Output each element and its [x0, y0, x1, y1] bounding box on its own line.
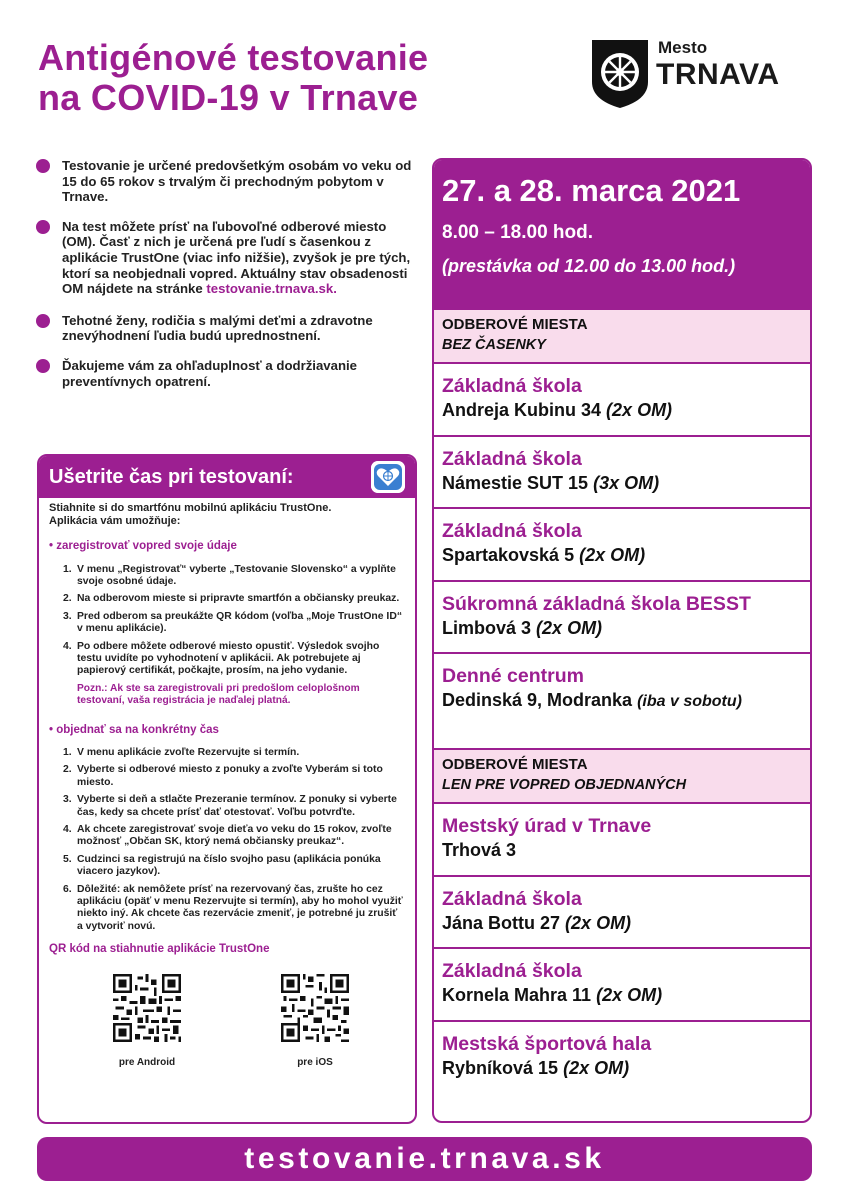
qr-code-android-icon[interactable]: [113, 974, 181, 1042]
bullet-item: Na test môžete prísť na ľubovoľné odberové miesto (OM). Časť z nich je určená pre ľudí s časenkou z aplikácie TrustOne (viac info nižšie), zvyšok je pre tých, ktorí sa neobjednali vopred. Aktuálny stav obsadenosti OM nájdete na stránke testovanie.trnava.sk.: [36, 219, 416, 297]
site-name: Súkromná základná škola BESST: [442, 592, 751, 615]
site-name: Základná škola: [442, 375, 582, 397]
register-steps: [49, 564, 405, 678]
save-time-body: [39, 498, 415, 1084]
list-item: 6. Dôležité: ak nemôžete prísť na rezervovaný čas, zrušte ho cez aplikáciu (opäť v menu Rezervujte si termín), aby ho mohol využiť niekto iný. Ak chcete čas rezervácie zmeniť, je potrebné ju zrušiť a vytvoriť novú.: [63, 883, 403, 932]
site-name: Základná škola: [442, 447, 582, 470]
save-time-title: Ušetrite čas pri testovaní:: [49, 466, 294, 488]
testing-site: [434, 364, 810, 437]
site-address: Limbová 3 (2x OM): [442, 617, 603, 638]
testing-site: [434, 654, 810, 738]
testing-website-link[interactable]: testovanie.trnava.sk.: [206, 281, 337, 297]
testing-site: [434, 509, 810, 582]
section-booking-title: • objednať sa na konkrétny čas: [49, 723, 219, 736]
section-gap: [434, 738, 810, 750]
title-line-1: Antigénové testovanie: [38, 37, 429, 78]
registration-note: Pozn.: Ak ste sa zaregistrovali pri predošlom celoplošnom testovaní, vaša registrácia je naďalej platná.: [77, 682, 360, 707]
list-item: 2. Vyberte si odberové miesto z ponuky a zvoľte Vyberám si toto miesto.: [63, 764, 383, 788]
site-name: Základná škola: [442, 520, 582, 542]
testing-break: (prestávka od 12.00 do 13.00 hod.): [442, 256, 736, 276]
testing-date: 27. a 28. marca 2021: [442, 173, 741, 208]
list-item: 5. Cudzinci sa registrujú na číslo svojho pasu (aplikácia ponúka viacero jazykov).: [63, 853, 381, 878]
site-name: Mestský úrad v Trnave: [442, 815, 652, 837]
qr-code-ios-icon[interactable]: [281, 974, 349, 1042]
section-register-title: • zaregistrovať vopred svoje údaje: [49, 540, 237, 553]
bullet-dot-icon: [36, 359, 50, 373]
qr-row: [49, 974, 405, 1084]
footer-website-link[interactable]: testovanie.trnava.sk: [37, 1137, 812, 1181]
save-time-box: [37, 454, 417, 1124]
testing-site: [434, 949, 810, 1022]
bullet-dot-icon: [36, 314, 50, 328]
list-item: 1. V menu „Registrovať“ vyberte „Testovanie Slovensko“ a vyplňte svoje osobné údaje.: [63, 563, 396, 588]
qr-label-ios: pre iOS: [297, 1057, 333, 1069]
site-address: Spartakovská 5 (2x OM): [442, 545, 646, 565]
site-address: Trhová 3: [442, 840, 517, 860]
trnava-wheel-icon: [590, 38, 650, 110]
list-item: 3. Vyberte si deň a stlačte Prezeranie termínov. Z ponuky si vyberte čas, kedy sa chcete prísť dať otestovať. Voľbu potvrďte.: [63, 794, 397, 818]
qr-title: QR kód na stiahnutie aplikácie TrustOne: [49, 943, 270, 956]
save-time-header: [39, 456, 415, 498]
trustone-app-icon: [371, 461, 405, 493]
city-logo: [590, 38, 800, 112]
bullet-item: Ďakujeme vám za ohľaduplnosť a dodržiavanie preventívnych opatrení.: [36, 358, 416, 389]
site-name: Základná škola: [442, 887, 582, 910]
site-address: Jána Bottu 27 (2x OM): [442, 912, 632, 933]
schedule-panel: [432, 158, 812, 1123]
bullet-item: Tehotné ženy, rodičia s malými deťmi a zdravotne znevýhodnení ľudia budú uprednostnení.: [36, 313, 416, 344]
testing-site: [434, 437, 810, 510]
bullet-dot-icon: [36, 220, 50, 234]
logo-text-small: Mesto: [658, 38, 708, 57]
info-bullets: [36, 158, 416, 403]
bullet-item: Testovanie je určené predovšetkým osobám vo veku od 15 do 65 rokov s trvalým či prechodným pobytom v Trnave.: [36, 158, 416, 205]
bullet-dot-icon: [36, 159, 50, 173]
site-name: Denné centrum: [442, 665, 584, 687]
site-address: Andreja Kubinu 34 (2x OM): [442, 400, 673, 420]
schedule-header: [434, 160, 810, 310]
site-address: Námestie SUT 15 (3x OM): [442, 472, 660, 493]
site-address: Kornela Mahra 11 (2x OM): [442, 985, 663, 1005]
booking-steps: [49, 747, 405, 933]
site-address: Dedinská 9, Modranka (iba v sobotu): [442, 690, 742, 710]
list-item: 4. Ak chcete zaregistrovať svoje dieťa vo veku do 15 rokov, zvoľte možnosť „Občan SK, ktorý nemá občiansky preukaz“.: [63, 823, 392, 848]
testing-site: [434, 1022, 810, 1095]
app-intro: Stiahnite si do smartfónu mobilnú aplikáciu TrustOne. Aplikácia vám umožňuje:: [49, 502, 332, 528]
list-item: 3. Pred odberom sa preukážte QR kódom (voľba „Moje TrustOne ID“ v menu aplikácie).: [63, 610, 403, 635]
section-walk-in-header: ODBEROVÉ MIESTA BEZ ČASENKY: [434, 310, 810, 364]
list-item: 2. Na odberovom mieste si pripravte smartfón a občiansky preukaz.: [63, 593, 400, 605]
page-title: [38, 38, 558, 118]
site-address: Rybníková 15 (2x OM): [442, 1057, 630, 1078]
qr-label-android: pre Android: [118, 1057, 176, 1069]
site-name: Základná škola: [442, 960, 582, 982]
list-item: 1. V menu aplikácie zvoľte Rezervujte si termín.: [63, 746, 300, 758]
site-name: Mestská športová hala: [442, 1032, 652, 1055]
logo-text-big: TRNAVA: [656, 58, 780, 91]
section-booked-header: ODBEROVÉ MIESTA LEN PRE VOPRED OBJEDNANÝCH: [434, 750, 810, 804]
testing-site: [434, 877, 810, 950]
title-line-2: na COVID-19 v Trnave: [38, 77, 419, 118]
testing-hours: 8.00 – 18.00 hod.: [442, 222, 594, 243]
list-item: 4. Po odbere môžete odberové miesto opustiť. Výsledok svojho testu uvidíte po vyhodnotení v aplikácii. Ak potrebujete aj papierový certifikát, počkajte, prosím, na jeho vydanie.: [63, 640, 380, 677]
testing-site: [434, 582, 810, 655]
testing-site: [434, 804, 810, 877]
